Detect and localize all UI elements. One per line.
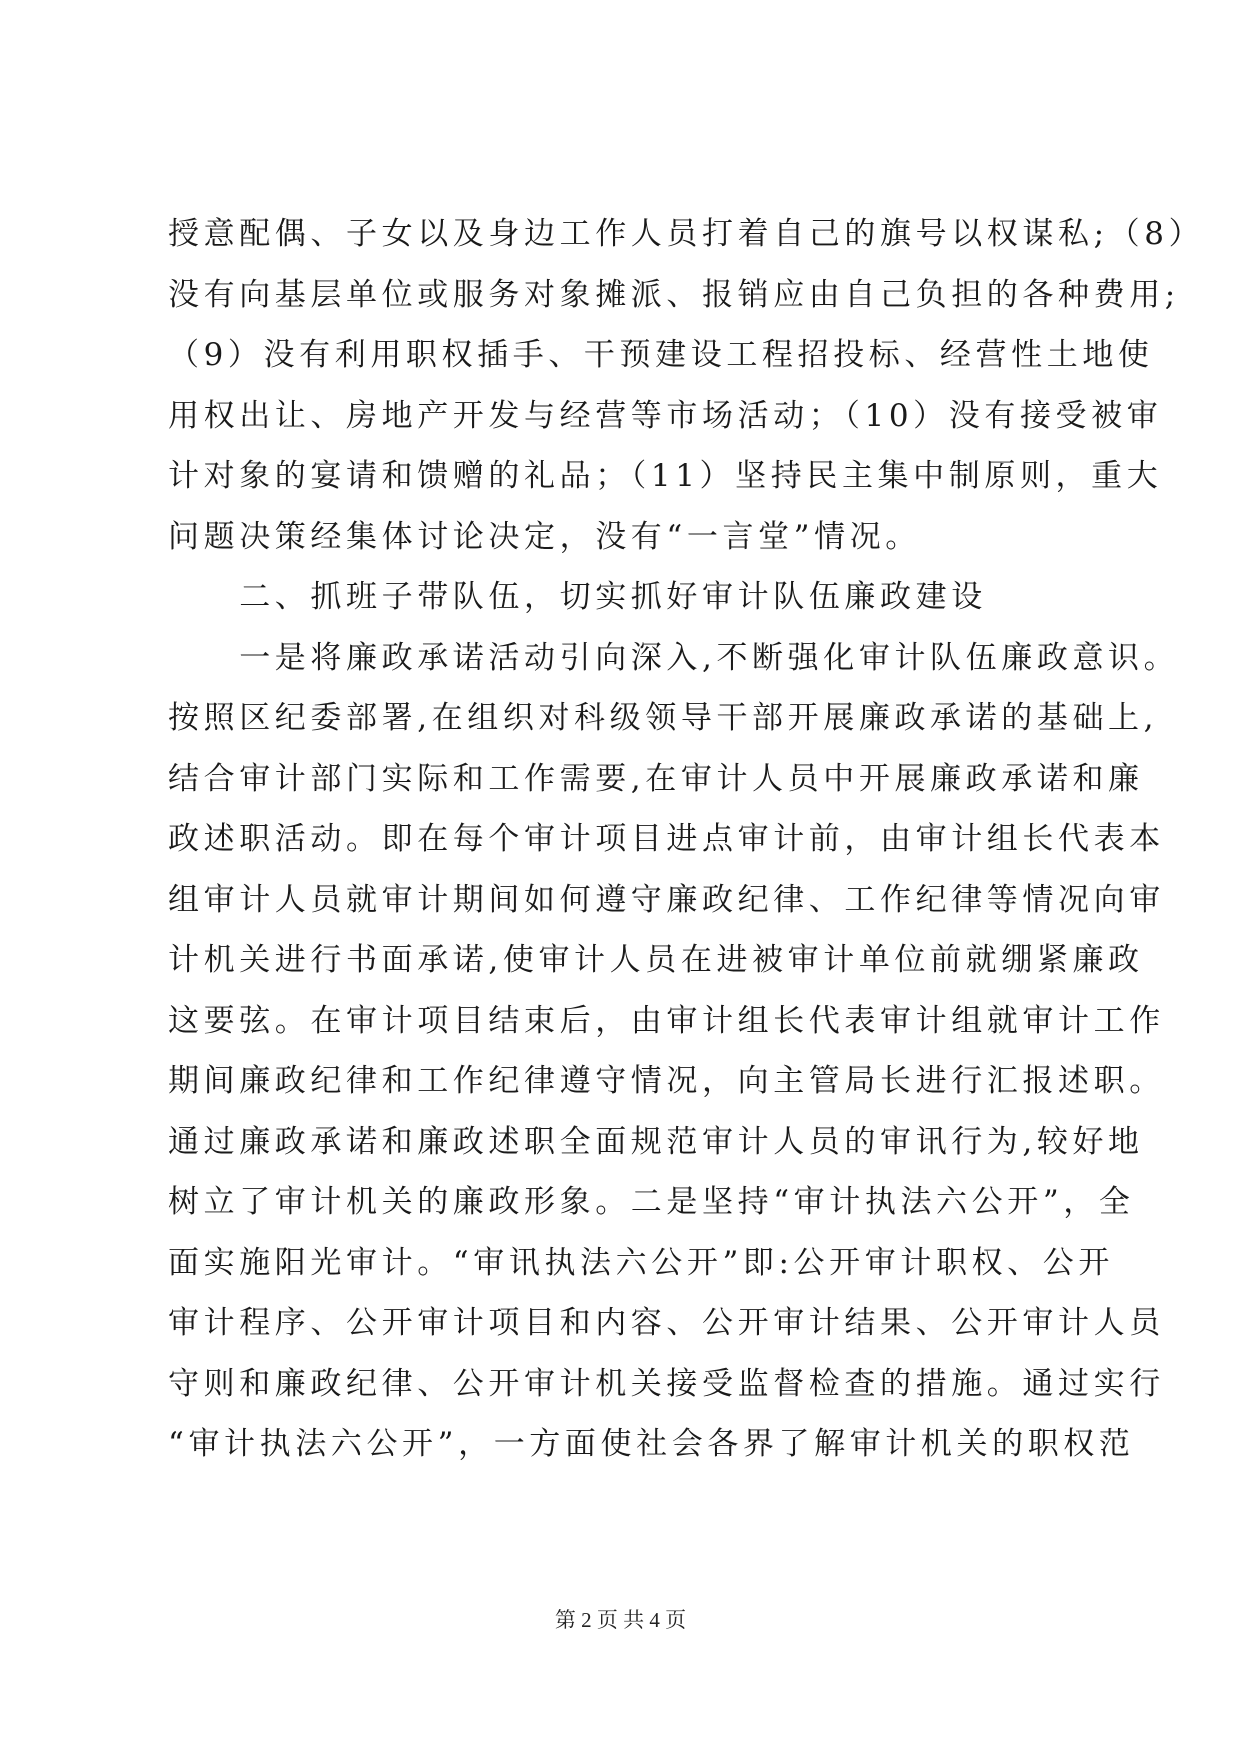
text-line: 问题决策经集体讨论决定，没有“一言堂”情况。 bbox=[168, 518, 921, 555]
text-line: 组审计人员就审计期间如何遵守廉政纪律、工作纪律等情况向审 bbox=[168, 881, 1165, 918]
text-line: 树立了审计机关的廉政形象。二是坚持“审计执法六公开”，全 bbox=[168, 1184, 1135, 1220]
text-line: 没有向基层单位或服务对象摊派、报销应由自己负担的各种费用; bbox=[168, 276, 1180, 313]
text-line: 用权出让、房地产开发与经营等市场活动；（10）没有接受被审 bbox=[168, 397, 1163, 434]
text-line: 期间廉政纪律和工作纪律遵守情况，向主管局长进行汇报述职。 bbox=[168, 1063, 1165, 1099]
text-line: 通过廉政承诺和廉政述职全面规范审计人员的审讯行为,较好地 bbox=[168, 1123, 1144, 1160]
text-line: 政述职活动。即在每个审计项目进点审计前，由审计组长代表本 bbox=[168, 821, 1165, 857]
text-line: 面实施阳光审计。“审讯执法六公开”即:公开审计职权、公开 bbox=[168, 1244, 1114, 1281]
page-number-footer: 第 2 页 共 4 页 bbox=[554, 1608, 687, 1632]
section-heading: 二、抓班子带队伍，切实抓好审计队伍廉政建设 bbox=[168, 579, 987, 615]
text-line: 授意配偶、子女以及身边工作人员打着自己的旗号以权谋私;（8） bbox=[168, 216, 1205, 252]
text-line: 按照区纪委部署,在组织对科级领导干部开展廉政承诺的基础上, bbox=[168, 700, 1159, 736]
text-line: 这要弦。在审计项目结束后，由审计组长代表审计组就审计工作 bbox=[168, 1002, 1165, 1039]
text-line: 一是将廉政承诺活动引向深入,不断强化审计队伍廉政意识。 bbox=[168, 639, 1180, 676]
document-body bbox=[168, 204, 1205, 1475]
text-line: （9）没有利用职权插手、干预建设工程招投标、经营性土地使 bbox=[168, 337, 1154, 373]
text-line: 计机关进行书面承诺,使审计人员在进被审计单位前就绷紧廉政 bbox=[168, 942, 1144, 978]
text-line: “审计执法六公开”，一方面使社会各界了解审计机关的职权范 bbox=[168, 1426, 1135, 1462]
text-line: 守则和廉政纪律、公开审计机关接受监督检查的措施。通过实行 bbox=[168, 1365, 1165, 1402]
text-line: 结合审计部门实际和工作需要,在审计人员中开展廉政承诺和廉 bbox=[168, 760, 1144, 797]
text-line: 计对象的宴请和馈赠的礼品；（11）坚持民主集中制原则，重大 bbox=[168, 458, 1163, 494]
text-line: 审计程序、公开审计项目和内容、公开审计结果、公开审计人员 bbox=[168, 1305, 1165, 1341]
